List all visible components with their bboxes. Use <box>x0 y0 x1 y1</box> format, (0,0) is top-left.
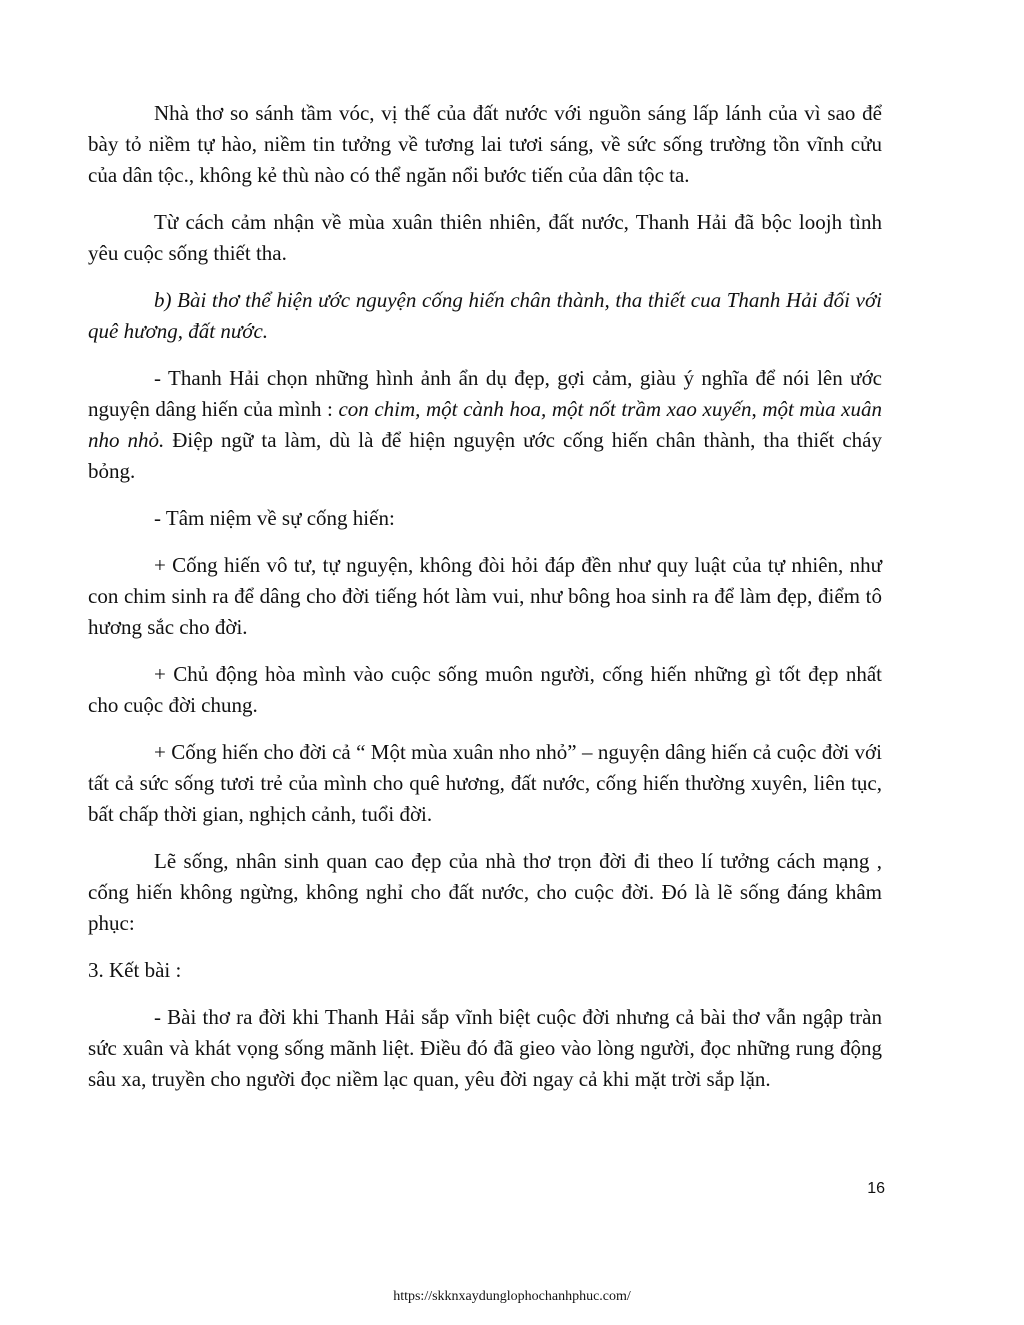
paragraph-text: , <box>751 397 763 421</box>
paragraph-dedication-intro <box>88 503 882 534</box>
paragraph-2 <box>88 207 882 269</box>
footer-url: https://skknxaydunglophochanhphuc.com/ <box>393 1289 631 1304</box>
italic-quote: một mùa xuân nho nhỏ. <box>88 397 882 452</box>
paragraph-final <box>88 1002 882 1095</box>
bullet-item-2 <box>88 659 882 721</box>
paragraph-text: - Tâm niệm về sự cống hiến: <box>154 506 395 530</box>
section-heading-b <box>88 285 882 347</box>
heading-text: 3. Kết bài : <box>88 958 182 982</box>
paragraph-text: Điệp ngữ ta làm, dù là để hiện nguyện ước cống hiến chân thành, tha thiết cháy bỏng. <box>88 428 883 483</box>
paragraph-conclusion-life <box>88 846 882 939</box>
document-body <box>88 98 882 1111</box>
paragraph-text: Lẽ sống, nhân sinh quan cao đẹp của nhà thơ trọn đời đi theo lí tưởng cách mạng , cống hiến không ngừng, không nghỉ cho đất nước, cho cuộc đời. Đó là lẽ sống đáng khâm phục: <box>88 849 882 935</box>
italic-quote: con chim, một cành hoa, một nốt trầm xao xuyến <box>338 397 752 421</box>
paragraph-text: + Cống hiến vô tư, tự nguyện, không đòi hỏi đáp đền như quy luật của tự nhiên, như con chim sinh ra để dâng cho đời tiếng hót làm vui, như bông hoa sinh ra để làm đẹp, điểm tô hương sắc cho đời. <box>88 553 882 639</box>
heading-text: b) Bài thơ thể hiện ước nguyện cống hiến chân thành, tha thiết cua Thanh Hải đối với quê hương, đất nước. <box>88 288 882 343</box>
paragraph-text: Nhà thơ so sánh tầm vóc, vị thế của đất nước với nguồn sáng lấp lánh của vì sao để bày tỏ niềm tự hào, niềm tin tưởng về tương lai tươi sáng, về sức sống trường tồn vĩnh cửu của dân tộc., không kẻ thù nào có thể ngăn nổi bước tiến của dân tộc ta. <box>88 101 882 187</box>
bullet-item-1 <box>88 550 882 643</box>
paragraph-text: + Cống hiến cho đời cả “ Một mùa xuân nho nhỏ” – nguyện dâng hiến cả cuộc đời với tất cả sức sống tươi trẻ của mình cho quê hương, đất nước, cống hiến thường xuyên, liên tục, bất chấp thời gian, nghịch cảnh, tuổi đời. <box>88 740 882 826</box>
paragraph-text: Từ cách cảm nhận về mùa xuân thiên nhiên, đất nước, Thanh Hải đã bộc loojh tình yêu cuộc sống thiết tha. <box>88 210 882 265</box>
paragraph-1 <box>88 98 882 191</box>
paragraph-text: - Bài thơ ra đời khi Thanh Hải sắp vĩnh biệt cuộc đời nhưng cả bài thơ vẫn ngập tràn sức xuân và khát vọng sống mãnh liệt. Điều đó đã gieo vào lòng người, đọc những rung động sâu xa, truyền cho người đọc niềm lạc quan, yêu đời ngay cả khi mặt trời sắp lặn. <box>88 1005 882 1091</box>
section-heading-ket-bai <box>88 955 882 986</box>
paragraph-imagery <box>88 363 882 487</box>
paragraph-text: - Thanh Hải chọn những hình ảnh ẩn dụ đẹp, gợi cảm, giàu ý nghĩa để nói lên ước nguyện dâng hiến của mình : <box>88 366 882 421</box>
paragraph-text: + Chủ động hòa mình vào cuộc sống muôn người, cống hiến những gì tốt đẹp nhất cho cuộc đời chung. <box>88 662 882 717</box>
page-number: 16 <box>867 1180 885 1197</box>
bullet-item-3 <box>88 737 882 830</box>
